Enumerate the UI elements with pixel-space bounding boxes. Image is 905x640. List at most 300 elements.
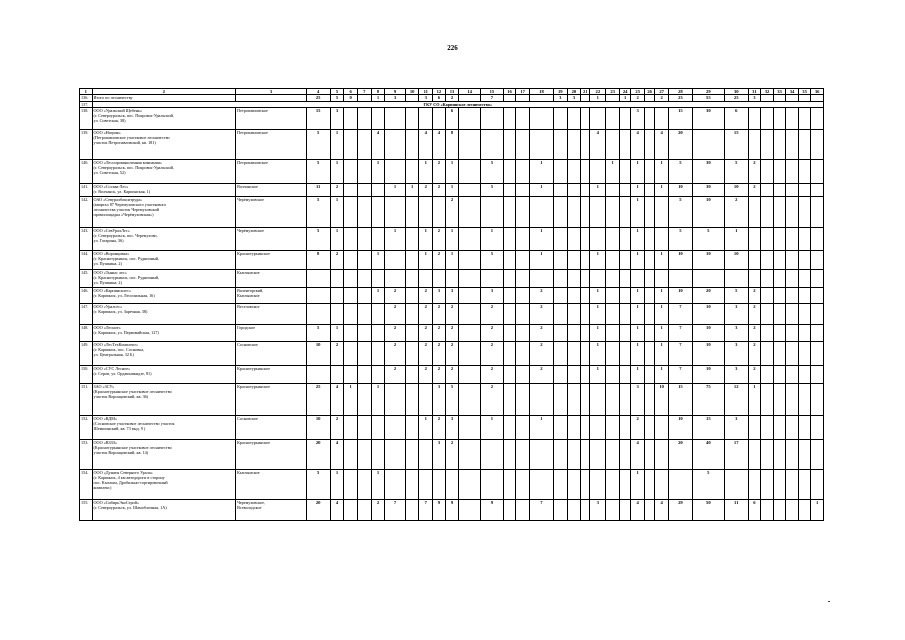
value-cell [357, 384, 371, 416]
value-cell: 2 [385, 342, 406, 366]
value-cell [748, 416, 761, 440]
value-cell: 3 [433, 288, 446, 304]
value-cell: 1 [330, 160, 344, 184]
row-index: 140. [80, 160, 93, 184]
value-cell [748, 108, 761, 130]
value-cell [606, 384, 620, 416]
value-cell [619, 325, 630, 342]
value-cell: 2 [330, 251, 344, 270]
row-index: 152. [80, 416, 93, 440]
value-cell: 5 [306, 160, 330, 184]
value-cell [773, 184, 786, 197]
value-cell: 2 [385, 366, 406, 384]
value-cell: 10 [668, 251, 692, 270]
value-cell [590, 228, 606, 251]
value-cell [798, 416, 811, 440]
value-cell [481, 108, 504, 130]
value-cell [344, 304, 358, 325]
value-cell [655, 108, 669, 130]
value-cell [516, 342, 530, 366]
value-cell [748, 270, 761, 288]
value-cell: 7 [481, 95, 504, 102]
value-cell: 8 [445, 130, 459, 160]
value-cell [405, 500, 419, 521]
value-cell [529, 470, 553, 500]
value-cell: 9 [445, 500, 459, 521]
value-cell: 1 [481, 416, 504, 440]
forestry-cell: Петропавловское [236, 108, 307, 130]
value-cell: 2 [655, 95, 669, 102]
value-cell [419, 197, 433, 228]
value-cell [503, 325, 516, 342]
value-cell [459, 325, 481, 342]
value-cell [567, 500, 581, 521]
row-index: 148. [80, 325, 93, 342]
value-cell [567, 366, 581, 384]
value-cell [357, 366, 371, 384]
value-cell [503, 251, 516, 270]
value-cell: 3 [433, 440, 446, 470]
value-cell [344, 108, 358, 130]
value-cell [645, 440, 655, 470]
value-cell [619, 288, 630, 304]
value-cell [773, 288, 786, 304]
value-cell [405, 270, 419, 288]
value-cell: 1 [655, 366, 669, 384]
forestry-cell: Черемуховское, Всеволодское [236, 500, 307, 521]
value-cell [433, 470, 446, 500]
value-cell [567, 325, 581, 342]
value-cell [645, 500, 655, 521]
value-cell [344, 440, 358, 470]
value-cell [385, 416, 406, 440]
value-cell: 2 [748, 288, 761, 304]
value-cell [553, 470, 567, 500]
value-cell [581, 304, 590, 325]
value-cell [606, 366, 620, 384]
value-cell [798, 270, 811, 288]
value-cell [811, 160, 824, 184]
value-cell: 2 [529, 304, 553, 325]
value-cell [773, 500, 786, 521]
value-cell [405, 197, 419, 228]
value-cell [581, 288, 590, 304]
table-row [80, 470, 824, 500]
value-cell: 17 [724, 440, 748, 470]
value-cell: 2 [419, 288, 433, 304]
value-cell: 75 [692, 384, 724, 416]
table-row [80, 108, 824, 130]
value-cell [786, 228, 799, 251]
value-cell [459, 416, 481, 440]
value-cell [503, 228, 516, 251]
value-cell [606, 251, 620, 270]
value-cell: 5 [668, 160, 692, 184]
value-cell [811, 342, 824, 366]
value-cell [459, 184, 481, 197]
value-cell [748, 470, 761, 500]
value-cell: 1 [445, 228, 459, 251]
value-cell: 1 [724, 228, 748, 251]
column-number: 23 [606, 89, 620, 95]
value-cell [811, 197, 824, 228]
value-cell [344, 130, 358, 160]
value-cell [581, 440, 590, 470]
organization-cell: ОАО «Севуралбокситруда» (квартал 87 Черемуховского участкового лесничества участок Черемуховский промплощадка «Черёмуховская») [92, 197, 236, 228]
value-cell [306, 270, 330, 288]
value-cell: 10 [306, 342, 330, 366]
value-cell [344, 470, 358, 500]
value-cell: 1 [631, 366, 645, 384]
value-cell [357, 325, 371, 342]
organization-cell: ООО «Уралсес» (г. Карпинск, ул. Заречная, 38) [92, 304, 236, 325]
value-cell: 40 [692, 440, 724, 470]
value-cell: 7 [668, 342, 692, 366]
value-cell [567, 470, 581, 500]
value-cell [581, 228, 590, 251]
value-cell [773, 440, 786, 470]
value-cell: 10 [692, 251, 724, 270]
value-cell [748, 440, 761, 470]
organization-cell: ООО «ВДМ» (Сосновское участковое лесничество участок Шемшинский, кв. 73 выд. 9 ) [92, 416, 236, 440]
page-number: 226 [447, 44, 458, 52]
value-cell: 1 [330, 130, 344, 160]
value-cell [645, 366, 655, 384]
forestry-cell: Сосновское [236, 342, 307, 366]
value-cell [798, 288, 811, 304]
value-cell: 20 [306, 440, 330, 470]
organization-cell: ООО «Лесопромышленная компания» (г. Североуральск, пос. Покровск-Уральский, ул. Советская, 52) [92, 160, 236, 184]
table-row [80, 251, 824, 270]
value-cell [567, 130, 581, 160]
organization-cell: ООО «Лесное» (г. Карпинск, ул. Первомайская, 127) [92, 325, 236, 342]
value-cell: 1 [529, 228, 553, 251]
value-cell: 2 [748, 304, 761, 325]
column-number: 36 [811, 89, 824, 95]
value-cell [655, 228, 669, 251]
value-cell: 1 [405, 184, 419, 197]
value-cell [459, 160, 481, 184]
value-cell [405, 470, 419, 500]
value-cell [481, 440, 504, 470]
value-cell [581, 160, 590, 184]
value-cell [357, 228, 371, 251]
value-cell [516, 197, 530, 228]
value-cell [581, 184, 590, 197]
value-cell: 20 [668, 440, 692, 470]
value-cell: 30 [692, 108, 724, 130]
value-cell [567, 270, 581, 288]
value-cell: 1 [748, 384, 761, 416]
value-cell [619, 440, 630, 470]
value-cell [553, 342, 567, 366]
value-cell [503, 384, 516, 416]
value-cell [645, 304, 655, 325]
value-cell: 6 [445, 108, 459, 130]
value-cell: 5 [481, 251, 504, 270]
section-title: ГКУ СО «Карпинское лесничество» [92, 102, 823, 108]
value-cell [798, 251, 811, 270]
value-cell [786, 184, 799, 197]
value-cell [581, 108, 590, 130]
value-cell [459, 228, 481, 251]
value-cell: 1 [655, 184, 669, 197]
column-number: 27 [655, 89, 669, 95]
value-cell [553, 384, 567, 416]
value-cell: 10 [724, 251, 748, 270]
value-cell [619, 160, 630, 184]
value-cell [798, 366, 811, 384]
value-cell: 2 [385, 304, 406, 325]
value-cell: 1 [631, 228, 645, 251]
value-cell [344, 270, 358, 288]
value-cell [503, 416, 516, 440]
value-cell [357, 184, 371, 197]
value-cell [306, 304, 330, 325]
value-cell [481, 130, 504, 160]
value-cell [773, 384, 786, 416]
value-cell [371, 366, 385, 384]
column-number: 8 [371, 89, 385, 95]
row-index: 149. [80, 342, 93, 366]
value-cell [405, 384, 419, 416]
value-cell: 1 [631, 184, 645, 197]
table-row [80, 416, 824, 440]
value-cell [553, 270, 567, 288]
organization-cell: ООО «Карпинсклес» (г. Карпинск, ул. Лесопильная, 16) [92, 288, 236, 304]
value-cell [516, 470, 530, 500]
value-cell [433, 108, 446, 130]
value-cell: 2 [445, 197, 459, 228]
value-cell [371, 304, 385, 325]
value-cell [773, 197, 786, 228]
column-number: 26 [645, 89, 655, 95]
value-cell [606, 228, 620, 251]
table-row [80, 500, 824, 521]
value-cell: 4 [631, 500, 645, 521]
value-cell [761, 160, 774, 184]
value-cell [419, 384, 433, 416]
value-cell [590, 270, 606, 288]
value-cell [645, 184, 655, 197]
value-cell: 10 [692, 325, 724, 342]
value-cell [503, 108, 516, 130]
value-cell [798, 325, 811, 342]
organization-cell: ООО «ВЗЗЗ» (Краснотурьинское участковое лесничество участок Воронцовский, кв. 14) [92, 440, 236, 470]
value-cell: 3 [724, 304, 748, 325]
value-cell [655, 470, 669, 500]
value-cell [516, 251, 530, 270]
value-cell: 1 [371, 95, 385, 102]
value-cell [371, 197, 385, 228]
value-cell [459, 384, 481, 416]
value-cell [581, 500, 590, 521]
value-cell [357, 500, 371, 521]
value-cell: 1 [631, 288, 645, 304]
value-cell [405, 342, 419, 366]
value-cell [516, 130, 530, 160]
value-cell: 1 [655, 251, 669, 270]
value-cell: 1 [529, 184, 553, 197]
value-cell: 3 [330, 108, 344, 130]
value-cell [371, 270, 385, 288]
value-cell [655, 270, 669, 288]
value-cell [516, 95, 530, 102]
row-index: 151. [80, 384, 93, 416]
value-cell [645, 288, 655, 304]
value-cell [330, 366, 344, 384]
value-cell [459, 440, 481, 470]
value-cell: 10 [724, 184, 748, 197]
column-number: 28 [668, 89, 692, 95]
register-table [79, 88, 824, 521]
row-index: 146. [80, 288, 93, 304]
forestry-cell: Городское [236, 325, 307, 342]
value-cell [619, 184, 630, 197]
value-cell: 1 [655, 325, 669, 342]
value-cell [761, 342, 774, 366]
value-cell [516, 366, 530, 384]
value-cell [811, 228, 824, 251]
value-cell [748, 251, 761, 270]
value-cell [405, 416, 419, 440]
value-cell [344, 500, 358, 521]
column-number: 12 [433, 89, 446, 95]
value-cell: 3 [590, 500, 606, 521]
value-cell [344, 366, 358, 384]
table-row [80, 304, 824, 325]
value-cell [516, 416, 530, 440]
value-cell: 9 [481, 500, 504, 521]
value-cell: 29 [668, 500, 692, 521]
value-cell [553, 197, 567, 228]
value-cell [773, 130, 786, 160]
value-cell: 2 [433, 325, 446, 342]
value-cell: 4 [631, 440, 645, 470]
column-number: 33 [773, 89, 786, 95]
column-number: 32 [761, 89, 774, 95]
value-cell: 4 [655, 130, 669, 160]
value-cell [459, 197, 481, 228]
value-cell: 10 [692, 197, 724, 228]
value-cell [433, 270, 446, 288]
value-cell [553, 130, 567, 160]
column-number: 4 [306, 89, 330, 95]
value-cell [645, 108, 655, 130]
value-cell: 1 [330, 197, 344, 228]
value-cell: 4 [330, 500, 344, 521]
value-cell [516, 270, 530, 288]
value-cell [357, 197, 371, 228]
value-cell [459, 108, 481, 130]
value-cell: 5 [306, 325, 330, 342]
value-cell [405, 304, 419, 325]
value-cell: 1 [529, 416, 553, 440]
column-number: 17 [516, 89, 530, 95]
value-cell: 1 [445, 184, 459, 197]
value-cell [344, 416, 358, 440]
value-cell [811, 184, 824, 197]
value-cell [371, 416, 385, 440]
value-cell [445, 470, 459, 500]
value-cell [371, 342, 385, 366]
value-cell [385, 251, 406, 270]
value-cell: 10 [668, 184, 692, 197]
value-cell [344, 184, 358, 197]
value-cell [590, 440, 606, 470]
forestry-cell: Волчанское [236, 184, 307, 197]
value-cell [786, 108, 799, 130]
table-row [80, 325, 824, 342]
value-cell: 1 [631, 304, 645, 325]
value-cell [761, 108, 774, 130]
value-cell [811, 325, 824, 342]
value-cell: 3 [385, 95, 406, 102]
value-cell [516, 384, 530, 416]
value-cell: 2 [445, 366, 459, 384]
value-cell [606, 108, 620, 130]
value-cell: 10 [668, 416, 692, 440]
forestry-cell: Кытлымское [236, 270, 307, 288]
value-cell: 5 [668, 197, 692, 228]
value-cell [357, 416, 371, 440]
value-cell [724, 470, 748, 500]
value-cell [606, 184, 620, 197]
value-cell [811, 251, 824, 270]
column-number: 22 [590, 89, 606, 95]
value-cell [581, 416, 590, 440]
value-cell [503, 440, 516, 470]
value-cell [786, 288, 799, 304]
value-cell: 1 [590, 304, 606, 325]
value-cell: 5 [306, 228, 330, 251]
value-cell [357, 130, 371, 160]
value-cell [516, 325, 530, 342]
organization-cell: ООО «Дунаты Северного Урала» (г. Карпинск, 4 км автодороги в сторону пос. Кытлым, Дробильно-сортировочный комплекс) [92, 470, 236, 500]
value-cell [503, 197, 516, 228]
value-cell [581, 270, 590, 288]
value-cell: 2 [433, 160, 446, 184]
value-cell: 5 [445, 384, 459, 416]
value-cell [567, 416, 581, 440]
value-cell: 2 [433, 184, 446, 197]
column-number: 11 [419, 89, 433, 95]
value-cell [371, 440, 385, 470]
value-cell: 0 [344, 95, 358, 102]
value-cell: 2 [419, 325, 433, 342]
value-cell [590, 470, 606, 500]
value-cell: 5 [724, 288, 748, 304]
value-cell: 1 [590, 184, 606, 197]
value-cell [761, 304, 774, 325]
value-cell [344, 160, 358, 184]
value-cell: 5 [692, 228, 724, 251]
value-cell [516, 500, 530, 521]
value-cell [385, 270, 406, 288]
value-cell [371, 228, 385, 251]
forestry-cell: Петропавловское [236, 160, 307, 184]
value-cell: 1 [655, 288, 669, 304]
value-cell: 2 [433, 342, 446, 366]
value-cell [581, 384, 590, 416]
value-cell [344, 288, 358, 304]
value-cell: 25 [306, 95, 330, 102]
value-cell [798, 304, 811, 325]
value-cell [761, 184, 774, 197]
value-cell: 4 [631, 130, 645, 160]
value-cell [567, 108, 581, 130]
value-cell [405, 288, 419, 304]
